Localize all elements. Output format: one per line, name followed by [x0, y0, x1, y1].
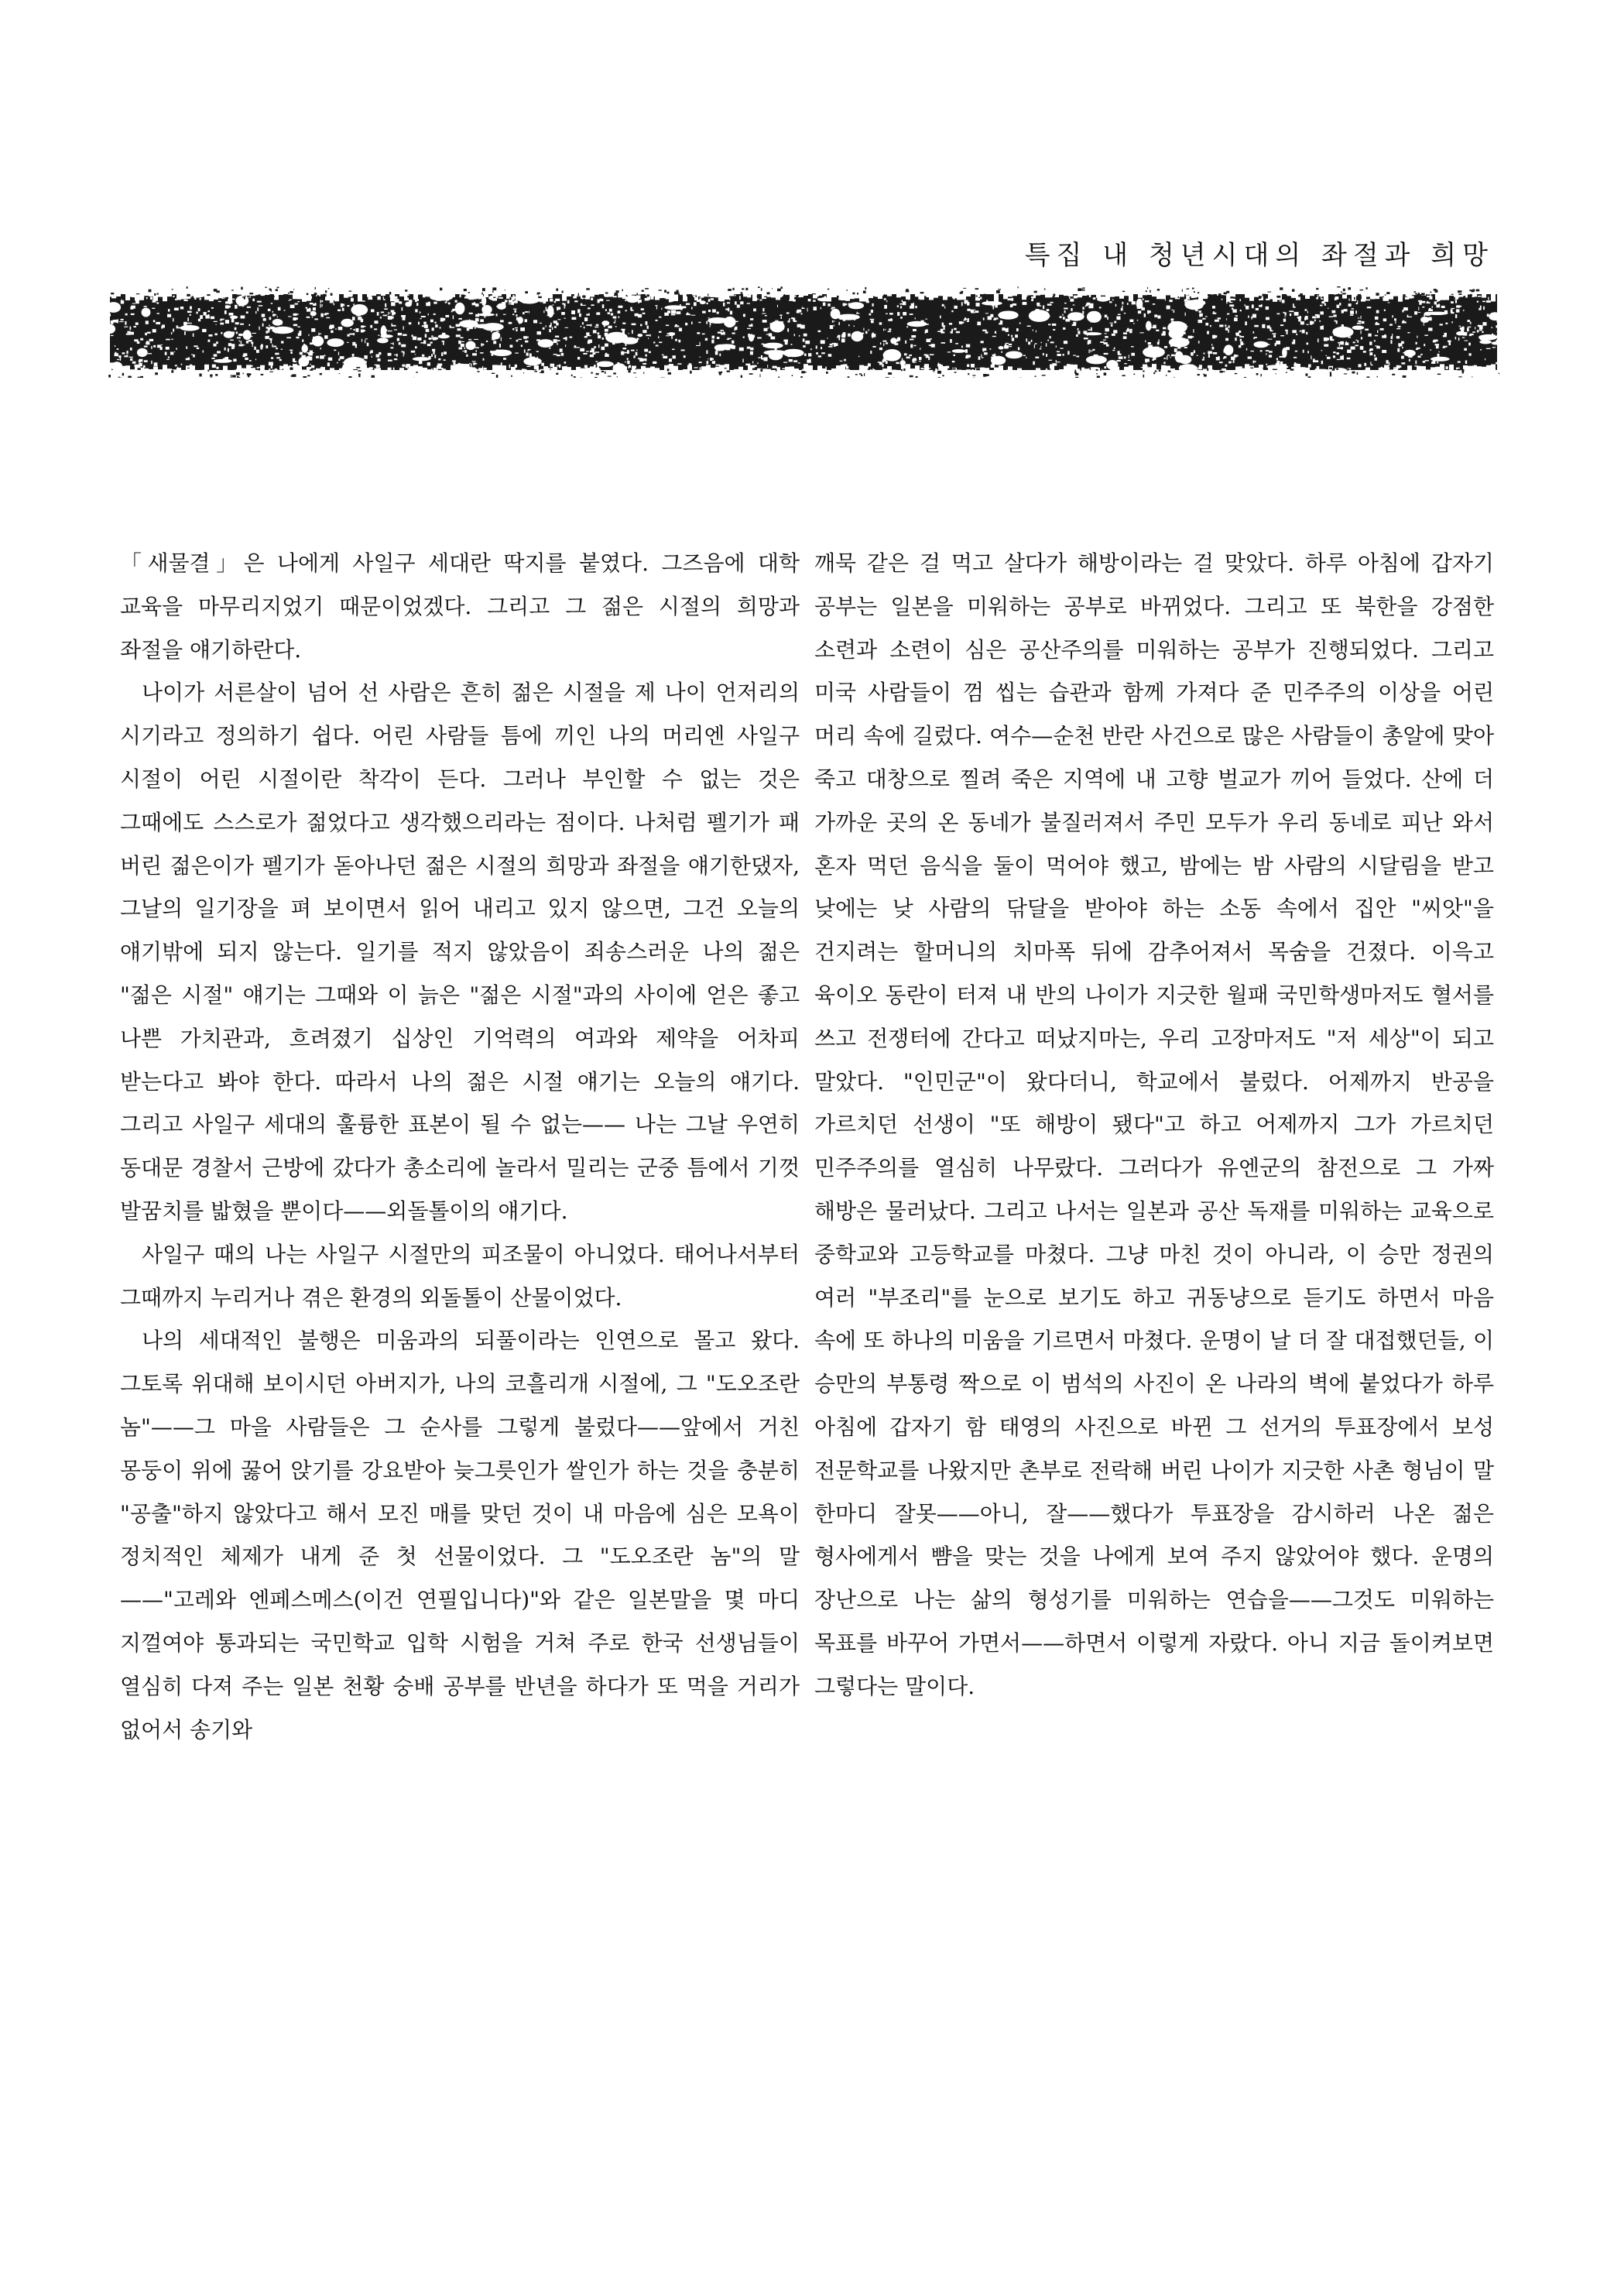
paragraph: 깨묵 같은 걸 먹고 살다가 해방이라는 걸 맞았다. 하루 아침에 갑자기 공부는 일본을 미워하는 공부로 바뀌었다. 그리고 또 북한을 강점한 소련과 소련이 심은 공산주의를 미워하는 공부가 진행되었다. 그리고 미국 사람들이 껌 씹는 습관과 함께 가져다 준 민주주의 이상을 어린 머리 속에 길렀다. 여수—순천 반란 사건으로 많은 사람들이 총알에 맞아 죽고 대창으로 찔려 죽은 지역에 내 고향 벌교가 끼어 들었다. 산에 더 가까운 곳의 온 동네가 불질러져서 주민 모두가 우리 동네로 피난 와서 혼자 먹던 음식을 둘이 먹어야 했고, 밤에는 밤 사람의 시달림을 받고 낮에는 낮 사람의 닦달을 받아야 하는 소동 속에서 집안 "씨앗"을 건지려는 할머니의 치마폭 뒤에 감추어져서 목숨을 건졌다. 이윽고 육이오 동란이 터져 내 반의 나이가 지긋한 월패 국민학생마저도 혈서를 쓰고 전쟁터에 간다고 떠났지마는, 우리 고장마저도 "저 세상"이 되고 말았다. "인민군"이 왔다더니, 학교에서 불렀다. 어제까지 반공을 가르치던 선생이 "또 해방이 됐다"고 하고 어제까지 그가 가르치던 민주주의를 열심히 나무랐다. 그러다가 유엔군의 참전으로 그 가짜 해방은 물러났다. 그리고 나서는 일본과 공산 독재를 미워하는 교육으로 중학교와 고등학교를 마쳤다. 그냥 마친 것이 아니라, 이 승만 정권의 여러 "부조리"를 눈으로 보기도 하고 귀동냥으로 듣기도 하면서 마음 속에 또 하나의 미움을 기르면서 마쳤다. 운명이 날 더 잘 대접했던들, 이 승만의 부통령 짝으로 이 범석의 사진이 온 나라의 벽에 붙었다가 하루 아침에 갑자기 함 태영의 사진으로 바뀐 그 선거의 투표장에서 보성 전문학교를 나왔지만 촌부로 전락해 버린 나이가 지긋한 사촌 형님이 말 한마디 잘못——아니, 잘——했다가 투표장을 감시하러 나온 젊은 형사에게서 뺨을 맞는 것을 나에게 보여 주지 않았어야 했다. 운명의 장난으로 나는 삶의 형성기를 미워하는 연습을——그것도 미워하는 목표를 바꾸어 가면서——하면서 이렇게 자랐다. 아니 지금 돌이켜보면 그렇다는 말이다.	[814, 550, 1494, 1699]
section-header	[882, 234, 1494, 280]
paragraph: 사일구 때의 나는 사일구 시절만의 피조물이 아니었다. 태어나서부터 그때까지 누리거나 겪은 환경의 외돌톨이 산물이었다.	[120, 1241, 800, 1311]
article-column-right	[814, 542, 1494, 1708]
textured-banner	[107, 286, 1500, 378]
paragraph: 나의 세대적인 불행은 미움과의 되풀이라는 인연으로 몰고 왔다. 그토록 위대해 보이시던 아버지가, 나의 코흘리개 시절에, 그 "도오조란 놈"——그 마을 사람들은 그 순사를 그렇게 불렀다——앞에서 거친 몽둥이 위에 꿇어 앉기를 강요받아 늦그릇인가 쌀인가 하는 것을 충분히 "공출"하지 않았다고 해서 모진 매를 맞던 것이 내 마음에 심은 모욕이 정치적인 체제가 내게 준 첫 선물이었다. 그 "도오조란 놈"의 말——"고레와 엔페스메스(이건 연필입니다)"와 같은 일본말을 몇 마디 지껄여야 통과되는 국민학교 입학 시험을 거쳐 주로 한국 선생님들이 열심히 다져 주는 일본 천황 숭배 공부를 반년을 하다가 또 먹을 거리가 없어서 송기와	[120, 1328, 800, 1743]
article-column-left	[120, 542, 800, 1751]
paragraph: 「새물결」은 나에게 사일구 세대란 딱지를 붙였다. 그즈음에 대학 교육을 마무리지었기 때문이었겠다. 그리고 그 젊은 시절의 희망과 좌절을 얘기하란다.	[120, 550, 800, 663]
paragraph: 나이가 서른살이 넘어 선 사람은 흔히 젊은 시절을 제 나이 언저리의 시기라고 정의하기 쉽다. 어린 사람들 틈에 끼인 나의 머리엔 사일구 시절이 어린 시절이란 착각이 든다. 그러나 부인할 수 없는 것은 그때에도 스스로가 젊었다고 생각했으리라는 점이다. 나처럼 펠기가 패 버린 젊은이가 펠기가 돋아나던 젊은 시절의 희망과 좌절을 얘기한댔자, 그날의 일기장을 펴 보이면서 읽어 내리고 있지 않으면, 그건 오늘의 얘기밖에 되지 않는다. 일기를 적지 않았음이 죄송스러운 나의 젊은 "젊은 시절" 얘기는 그때와 이 늙은 "젊은 시절"과의 사이에 얻은 좋고 나쁜 가치관과, 흐려졌기 십상인 기억력의 여과와 제약을 어차피 받는다고 봐야 한다. 따라서 나의 젊은 시절 얘기는 오늘의 얘기다. 그리고 사일구 세대의 훌륭한 표본이 될 수 없는—— 나는 그날 우연히 동대문 경찰서 근방에 갔다가 총소리에 놀라서 밀리는 군중 틈에서 기껏 발꿈치를 밟혔을 뿐이다——외돌톨이의 얘기다.	[120, 680, 800, 1224]
banner-texture-graphic	[107, 286, 1500, 378]
section-label: 특집 내 청년시대의 좌절과 희망	[1024, 240, 1494, 271]
